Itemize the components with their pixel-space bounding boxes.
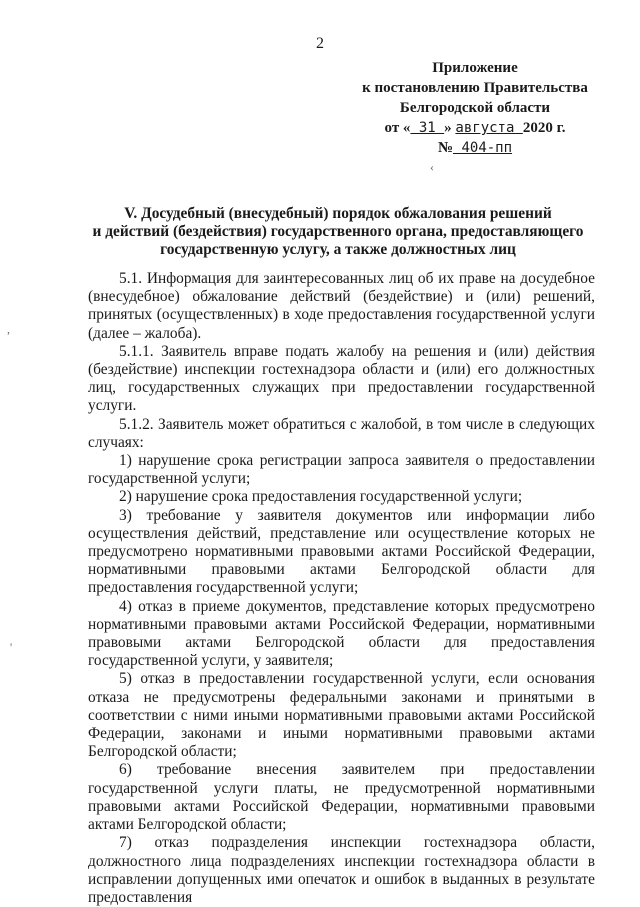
list-item-3: 3) требование у заявителя документов или информации либо осуществления действий, представление или осуществление которых не предусмотрено нормативными правовыми актами Российской Федерации, нормативными правовыми актами Белгородской области для предоставления государственной услуги; <box>88 506 595 597</box>
date-day: 31 <box>410 120 445 136</box>
stray-mark: ‹ <box>430 160 434 174</box>
list-item-5: 5) отказ в предоставлении государственной услуги, если основания отказа не предусмотрены федеральными законами и принятыми в соответствии с ними иными нормативными правовыми актами Российской Федерации, законами и иными нормативными правовыми актами Белгородской области; <box>88 670 595 761</box>
appendix-number <box>340 138 610 158</box>
number-value: 404-пп <box>453 140 513 156</box>
section-title-line: V. Досудебный (внесудебный) порядок обжалования решений <box>124 205 552 222</box>
section-title <box>88 205 588 259</box>
appendix-title: Приложение <box>432 60 518 76</box>
appendix-date <box>340 118 610 138</box>
list-item-7: 7) отказ подразделения инспекции гостехнадзора области, должностного лица подразделениях инспекции гостехнадзора области в исправлении допущенных ими опечаток и ошибок в выданных в результате предоставления <box>88 834 595 906</box>
paragraph-5-1-1: 5.1.1. Заявитель вправе подать жалобу на решения и (или) действия (бездействие) инспекции гостехнадзора области и (или) его должностных лиц, государственных служащих при предоставлении государственной услуги. <box>88 342 595 415</box>
document-body <box>88 270 595 907</box>
date-month: августа <box>455 120 523 136</box>
paragraph-5-1: 5.1. Информация для заинтересованных лиц об их праве на досудебное (внесудебное) обжалование действий (бездействие) и (или) решений, принятых (осуществленных) в ходе предоставления государственной услуги (далее – жалоба). <box>88 270 595 342</box>
section-title-line: и действий (бездействия) государственного органа, предоставляющего <box>92 223 584 240</box>
date-year: 2020 г. <box>522 120 566 136</box>
stray-mark: , <box>7 322 10 336</box>
appendix-line-region: Белгородской области <box>399 100 551 116</box>
date-prefix: от « <box>384 120 411 136</box>
list-item-6: 6) требование внесения заявителем при предоставлении государственной услуги платы, не предусмотренной нормативными правовыми актами Российской Федерации, нормативными правовыми актами Белгородской области; <box>88 761 595 834</box>
appendix-block <box>340 58 610 158</box>
appendix-line-resolution: к постановлению Правительства <box>362 80 588 96</box>
stray-mark: ' <box>10 640 13 654</box>
number-prefix: № <box>437 140 454 156</box>
paragraph-5-1-2: 5.1.2. Заявитель может обратиться с жалобой, в том числе в следующих случаях: <box>88 415 595 451</box>
section-title-line: государственную услугу, а также должностных лиц <box>160 241 516 258</box>
list-item-4: 4) отказ в приеме документов, представление которых предусмотрено нормативными правовыми актами Российской Федерации, нормативными правовыми актами Белгородской области для предоставления государственной услуги, у заявителя; <box>88 597 595 670</box>
list-item-2: 2) нарушение срока предоставления государственной услуги; <box>119 488 523 506</box>
list-item-1: 1) нарушение срока регистрации запроса заявителя о предоставлении государственной услуги; <box>88 452 595 488</box>
page-number: 2 <box>316 35 324 52</box>
date-mid: » <box>444 120 456 136</box>
